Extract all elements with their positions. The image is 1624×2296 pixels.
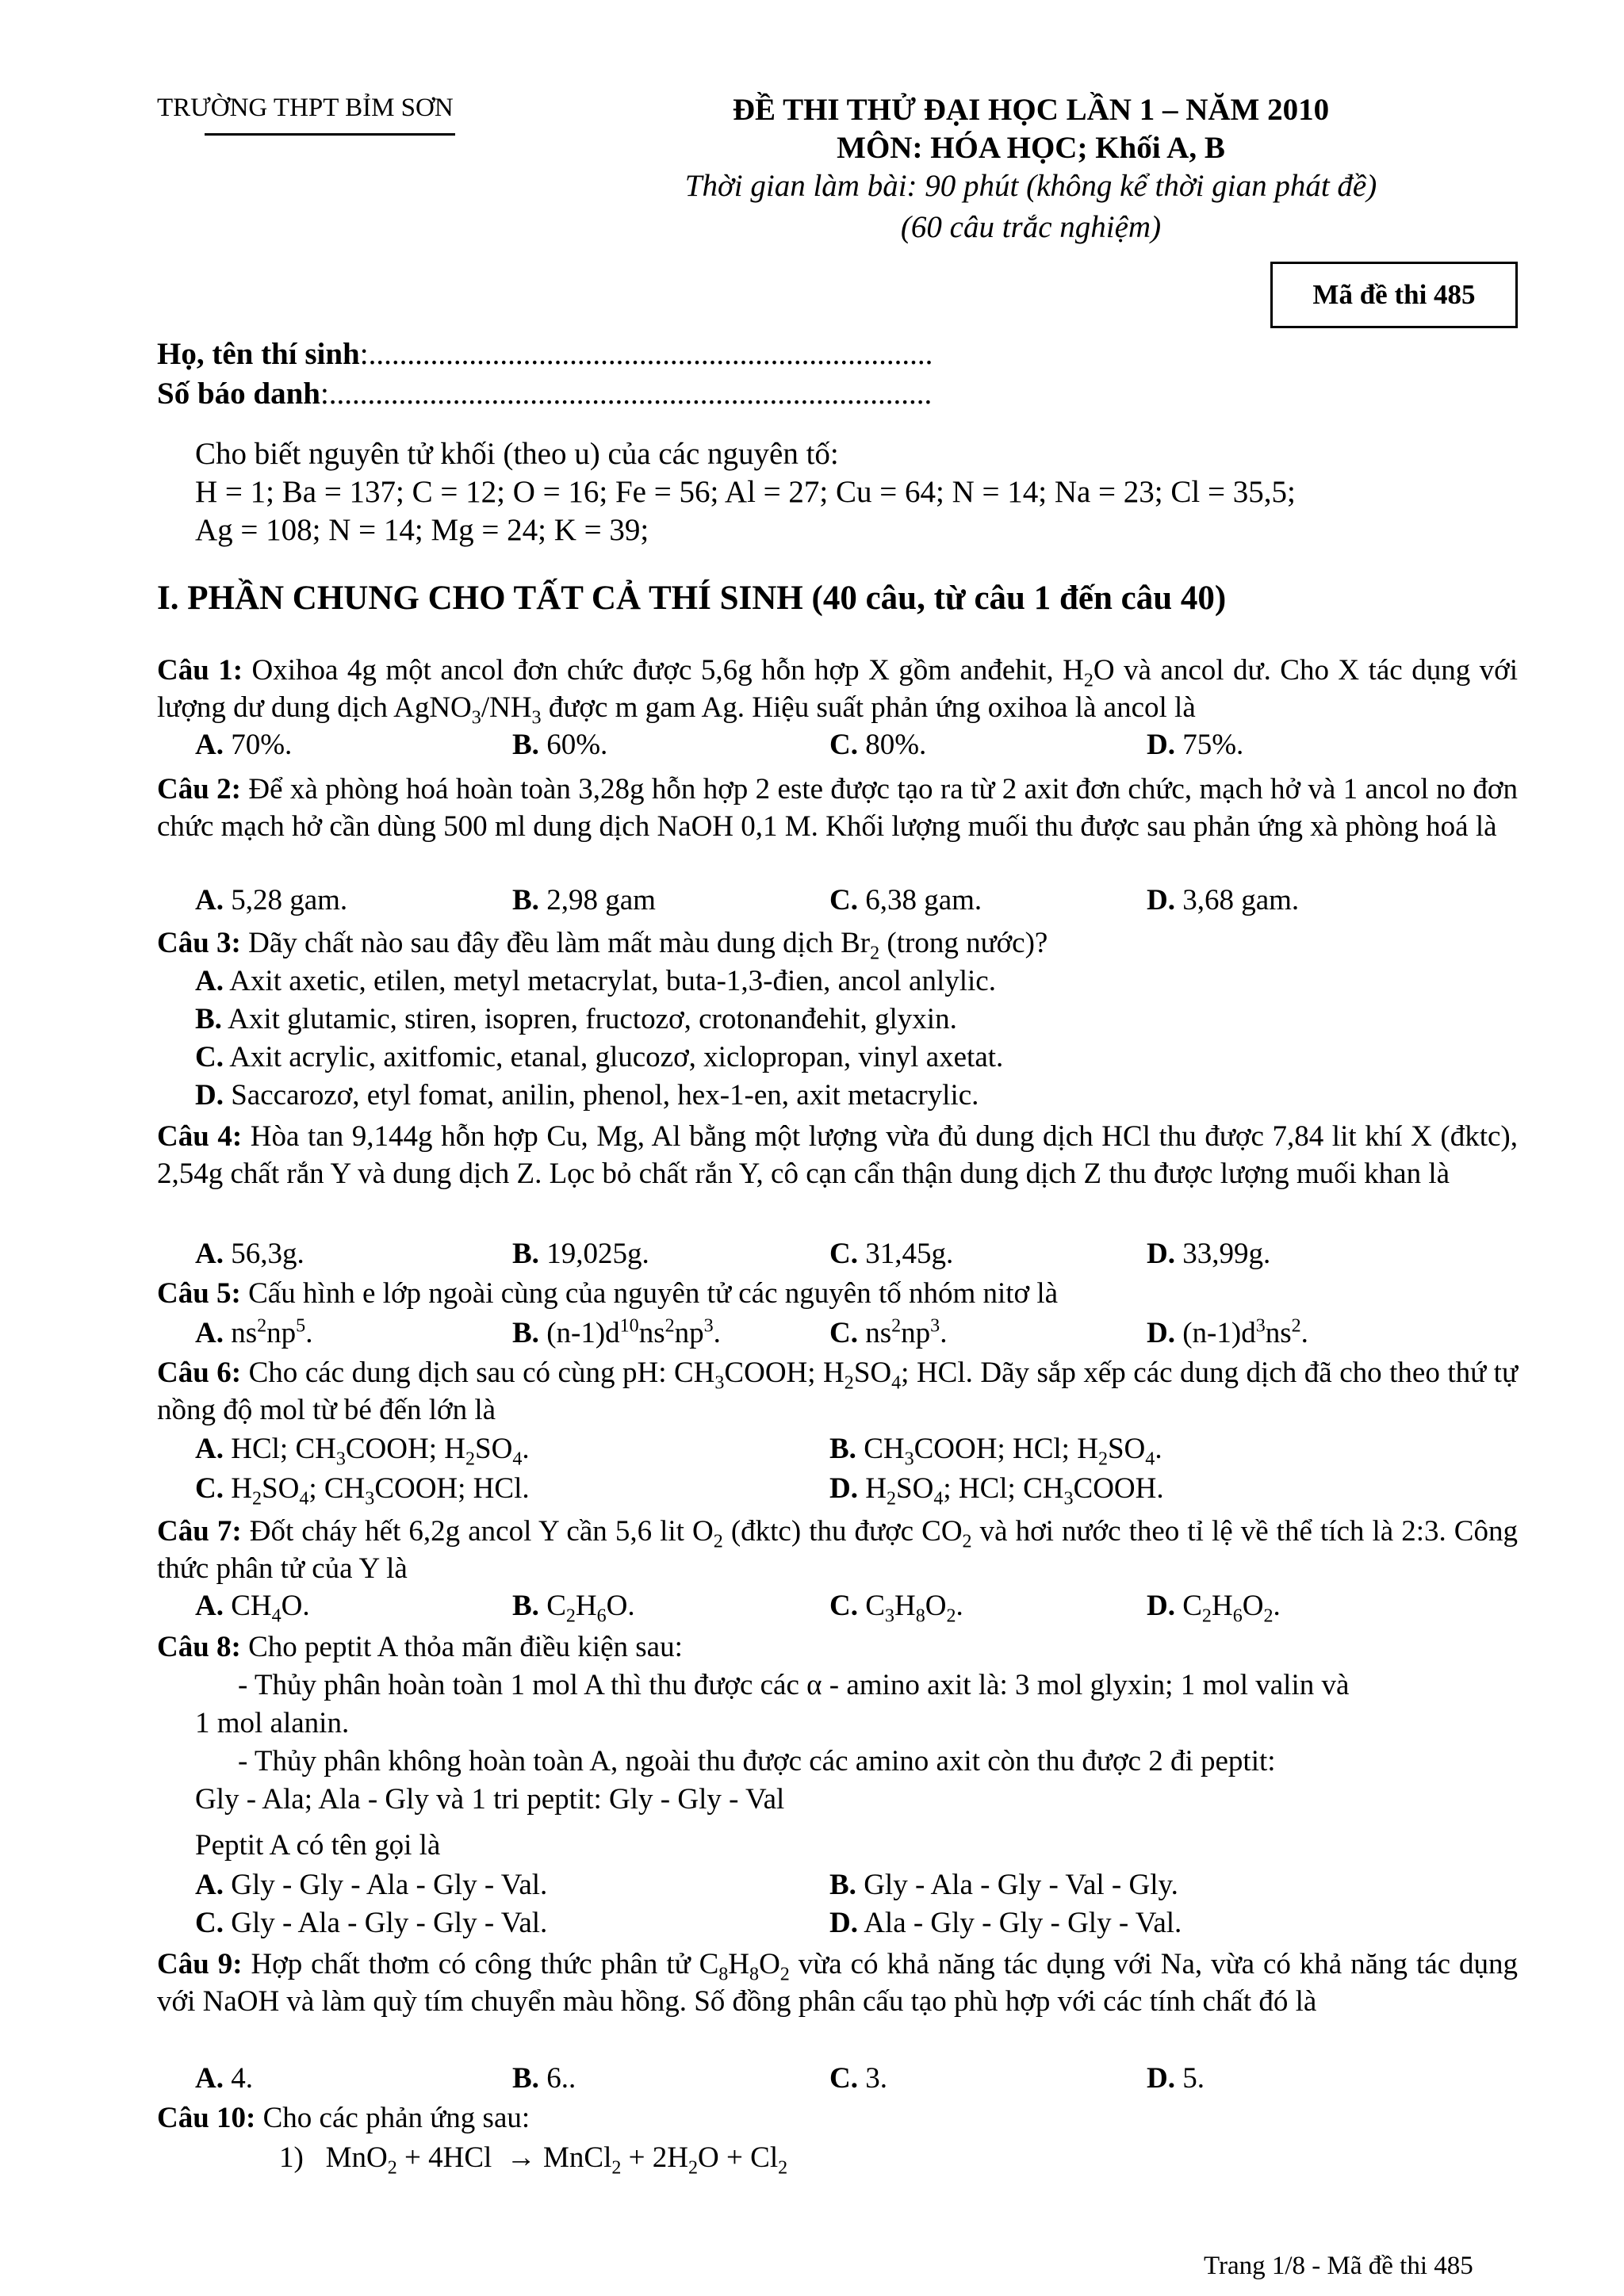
question-7: Câu 7: Đốt cháy hết 6,2g ancol Y cần 5,6 lit $O_2$ (đktc) thu được $CO_2$ và hơi nước theo tỉ lệ về thể tích là 2:3. Công thức phân tử của Y là	[157, 1515, 1518, 1585]
candidate-name-dots: :.........................................................................	[359, 337, 933, 371]
page-footer: Trang 1/8 - Mã đề thi 485	[1204, 2252, 1473, 2280]
candidate-id-label: Số báo danh	[157, 377, 320, 411]
question-label: Câu 8:	[157, 1631, 241, 1663]
question-text: Để xà phòng hoá hoàn toàn 3,28g hỗn hợp 2 este được tạo ra từ 2 axit đơn chức, mạch hở và 1 ancol no đơn chức mạch hở cần dùng 500 ml dung dịch NaOH 0,1 M. Khối lượng muối thu được sau phản ứng xà phòng hoá là	[157, 773, 1518, 843]
exam-question-count: (60 câu trắc nghiệm)	[900, 210, 1162, 244]
question-4	[157, 1118, 1518, 1192]
exam-code: Mã đề thi 485	[1312, 279, 1476, 310]
q8-option-d: D. Ala - Gly - Gly - Gly - Val.	[829, 1907, 1182, 1939]
q3-option-a: A. Axit axetic, etilen, metyl metacrylat, buta-1,3-đien, ancol anlylic.	[195, 965, 996, 997]
q5-option-d: D. $(n-1)d^3ns^2$.	[1147, 1315, 1308, 1349]
q2-option-c: C. 6,38 gam.	[829, 884, 982, 916]
q8-option-a: A. Gly - Gly - Ala - Gly - Val.	[195, 1869, 548, 1901]
atomic-intro: Cho biết nguyên tử khối (theo u) của các nguyên tố:	[195, 437, 839, 471]
q5-option-c: C. $ns^2np^3$.	[829, 1315, 948, 1349]
question-5	[157, 1276, 1058, 1311]
q2-option-d: D. 3,68 gam.	[1147, 884, 1300, 916]
q10-reaction-1: 1) MnO$_2$ + 4HCl → MnCl$_2$ + $2H_2O + Cl_2$	[279, 2141, 788, 2179]
q1-option-d: D. 75%.	[1147, 729, 1244, 761]
question-text: Cấu hình e lớp ngoài cùng của nguyên tử các nguyên tố nhóm nitơ là	[240, 1277, 1059, 1310]
q3-option-c: C. Axit acrylic, axitfomic, etanal, glucozơ, xiclopropan, vinyl axetat.	[195, 1041, 1004, 1073]
q4-option-c: C. 31,45g.	[829, 1238, 954, 1270]
exam-time: Thời gian làm bài: 90 phút (không kể thời gian phát đề)	[684, 169, 1377, 203]
q9-option-b: B. 6..	[512, 2062, 576, 2095]
question-2	[157, 771, 1518, 845]
question-3: Câu 3: Dãy chất nào sau đây đều làm mất màu dung dịch $Br_2$ (trong nước)?	[157, 927, 1048, 964]
q4-option-a: A. 56,3g.	[195, 1238, 304, 1270]
q6-option-a: A. HCl; $CH_3COOH$; $H_2SO_4$.	[195, 1433, 530, 1470]
candidate-id-dots: :..............................................................................	[320, 377, 933, 411]
question-label: Câu 4:	[157, 1120, 243, 1153]
question-label: Câu 6:	[157, 1357, 242, 1389]
q8-option-c: C. Gly - Ala - Gly - Gly - Val.	[195, 1907, 548, 1939]
question-label: Câu 3:	[157, 927, 241, 959]
q8-option-b: B. Gly - Ala - Gly - Val - Gly.	[829, 1869, 1178, 1901]
candidate-name-label: Họ, tên thí sinh	[157, 337, 360, 371]
q7-option-b: B. $C_2H_6O$.	[512, 1590, 635, 1627]
q9-option-a: A. 4.	[195, 2062, 253, 2095]
question-9: Câu 9: Hợp chất thơm có công thức phân tử $C_8H_8O_2$ vừa có khả năng tác dụng với Na, vừa có khả năng tác dụng với NaOH và làm quỳ tím chuyển màu hồng. Số đồng phân cấu tạo phù hợp với các tính chất đó là	[157, 1948, 1518, 2018]
section-title: I. PHẦN CHUNG CHO TẤT CẢ THÍ SINH (40 câu, từ câu 1 đến câu 40)	[157, 580, 1227, 617]
question-label: Câu 7:	[157, 1515, 242, 1548]
question-label: Câu 10:	[157, 2102, 256, 2134]
q6-option-d: D. $H_2SO_4$; HCl; $CH_3COOH$.	[829, 1472, 1164, 1510]
q2-option-a: A. 5,28 gam.	[195, 884, 348, 916]
q9-option-d: D. 5.	[1147, 2062, 1205, 2095]
school-name: TRƯỜNG THPT BỈM SƠN	[157, 94, 454, 122]
q7-option-c: C. $C_3H_8O_2$.	[829, 1590, 963, 1627]
exam-title: ĐỀ THI THỬ ĐẠI HỌC LẦN 1 – NĂM 2010	[732, 93, 1330, 127]
q8-condition-2: - Thủy phân không hoàn toàn A, ngoài thu được các amino axit còn thu được 2 đi peptit:	[238, 1745, 1276, 1777]
exam-code-box	[1270, 262, 1518, 328]
q9-option-c: C. 3.	[829, 2062, 887, 2095]
q3-option-d: D. Saccarozơ, etyl fomat, anilin, phenol, hex-1-en, axit metacrylic.	[195, 1079, 979, 1112]
question-10	[157, 2101, 530, 2135]
q5-option-a: A. $ns^2np^5$.	[195, 1315, 313, 1349]
q3-option-b: B. Axit glutamic, stiren, isopren, fructozơ, crotonanđehit, glyxin.	[195, 1003, 957, 1035]
question-6: Câu 6: Cho các dung dịch sau có cùng pH: $CH_3COOH$; $H_2SO_4$; HCl. Dãy sắp xếp các dung dịch đã cho theo thứ tự nồng độ mol từ bé đến lớn là	[157, 1357, 1518, 1426]
q4-option-b: B. 19,025g.	[512, 1238, 649, 1270]
q6-option-c: C. $H_2SO_4$; $CH_3COOH$; HCl.	[195, 1472, 530, 1510]
question-label: Câu 9:	[157, 1948, 243, 1980]
atomic-line-1: H = 1; Ba = 137; C = 12; O = 16; Fe = 56; Al = 27; Cu = 64; N = 14; Na = 23; Cl = 35,5;	[195, 475, 1296, 509]
q5-option-b: B. $(n-1)d^{10}ns^2np^3$.	[512, 1315, 721, 1349]
exam-subject: MÔN: HÓA HỌC; Khối A, B	[837, 131, 1225, 165]
q2-option-b: B. 2,98 gam	[512, 884, 656, 916]
q1-option-c: C. 80%.	[829, 729, 927, 761]
q8-condition-1: - Thủy phân hoàn toàn 1 mol A thì thu được các α - amino axit là: 3 mol glyxin; 1 mol valin và	[238, 1669, 1350, 1701]
question-label: Câu 5:	[157, 1277, 241, 1310]
q6-option-b: B. $CH_3COOH$; HCl; $H_2SO_4$.	[829, 1433, 1162, 1470]
school-underline	[205, 133, 455, 136]
candidate-id-line	[157, 376, 932, 411]
q8-name-prompt: Peptit A có tên gọi là	[195, 1829, 441, 1862]
question-1: Câu 1: Oxihoa 4g một ancol đơn chức được 5,6g hỗn hợp X gồm anđehit, $H_2O$ và ancol dư. Cho X tác dụng với lượng dư dung dịch $AgNO_3/NH_3$ được m gam Ag. Hiệu suất phản ứng oxihoa là ancol là	[157, 654, 1518, 729]
atomic-line-2: Ag = 108; N = 14; Mg = 24; K = 39;	[195, 513, 649, 547]
question-label: Câu 2:	[157, 773, 241, 806]
question-8	[157, 1630, 683, 1664]
question-text: Cho các phản ứng sau:	[255, 2102, 530, 2134]
q4-option-d: D. 33,99g.	[1147, 1238, 1271, 1270]
reaction-number: 1)	[279, 2141, 304, 2174]
q7-option-d: D. $C_2H_6O_2$.	[1147, 1590, 1281, 1627]
question-text: Hòa tan 9,144g hỗn hợp Cu, Mg, Al bằng một lượng vừa đủ dung dịch HCl thu được 7,84 lit khí X (đktc), 2,54g chất rắn Y và dung dịch Z. Lọc bỏ chất rắn Y, cô cạn cẩn thận dung dịch Z thu được lượng muối khan là	[157, 1120, 1518, 1190]
question-label: Câu 1:	[157, 654, 243, 687]
q7-option-a: A. $CH_4O$.	[195, 1590, 310, 1627]
q1-option-b: B. 60%.	[512, 729, 608, 761]
q8-condition-1-cont: 1 mol alanin.	[195, 1707, 350, 1739]
q8-condition-2-cont: Gly - Ala; Ala - Gly và 1 tri peptit: Gly - Gly - Val	[195, 1783, 785, 1816]
question-text: Cho peptit A thỏa mãn điều kiện sau:	[240, 1631, 683, 1663]
q1-option-a: A. 70%.	[195, 729, 293, 761]
candidate-name-line	[157, 336, 933, 372]
